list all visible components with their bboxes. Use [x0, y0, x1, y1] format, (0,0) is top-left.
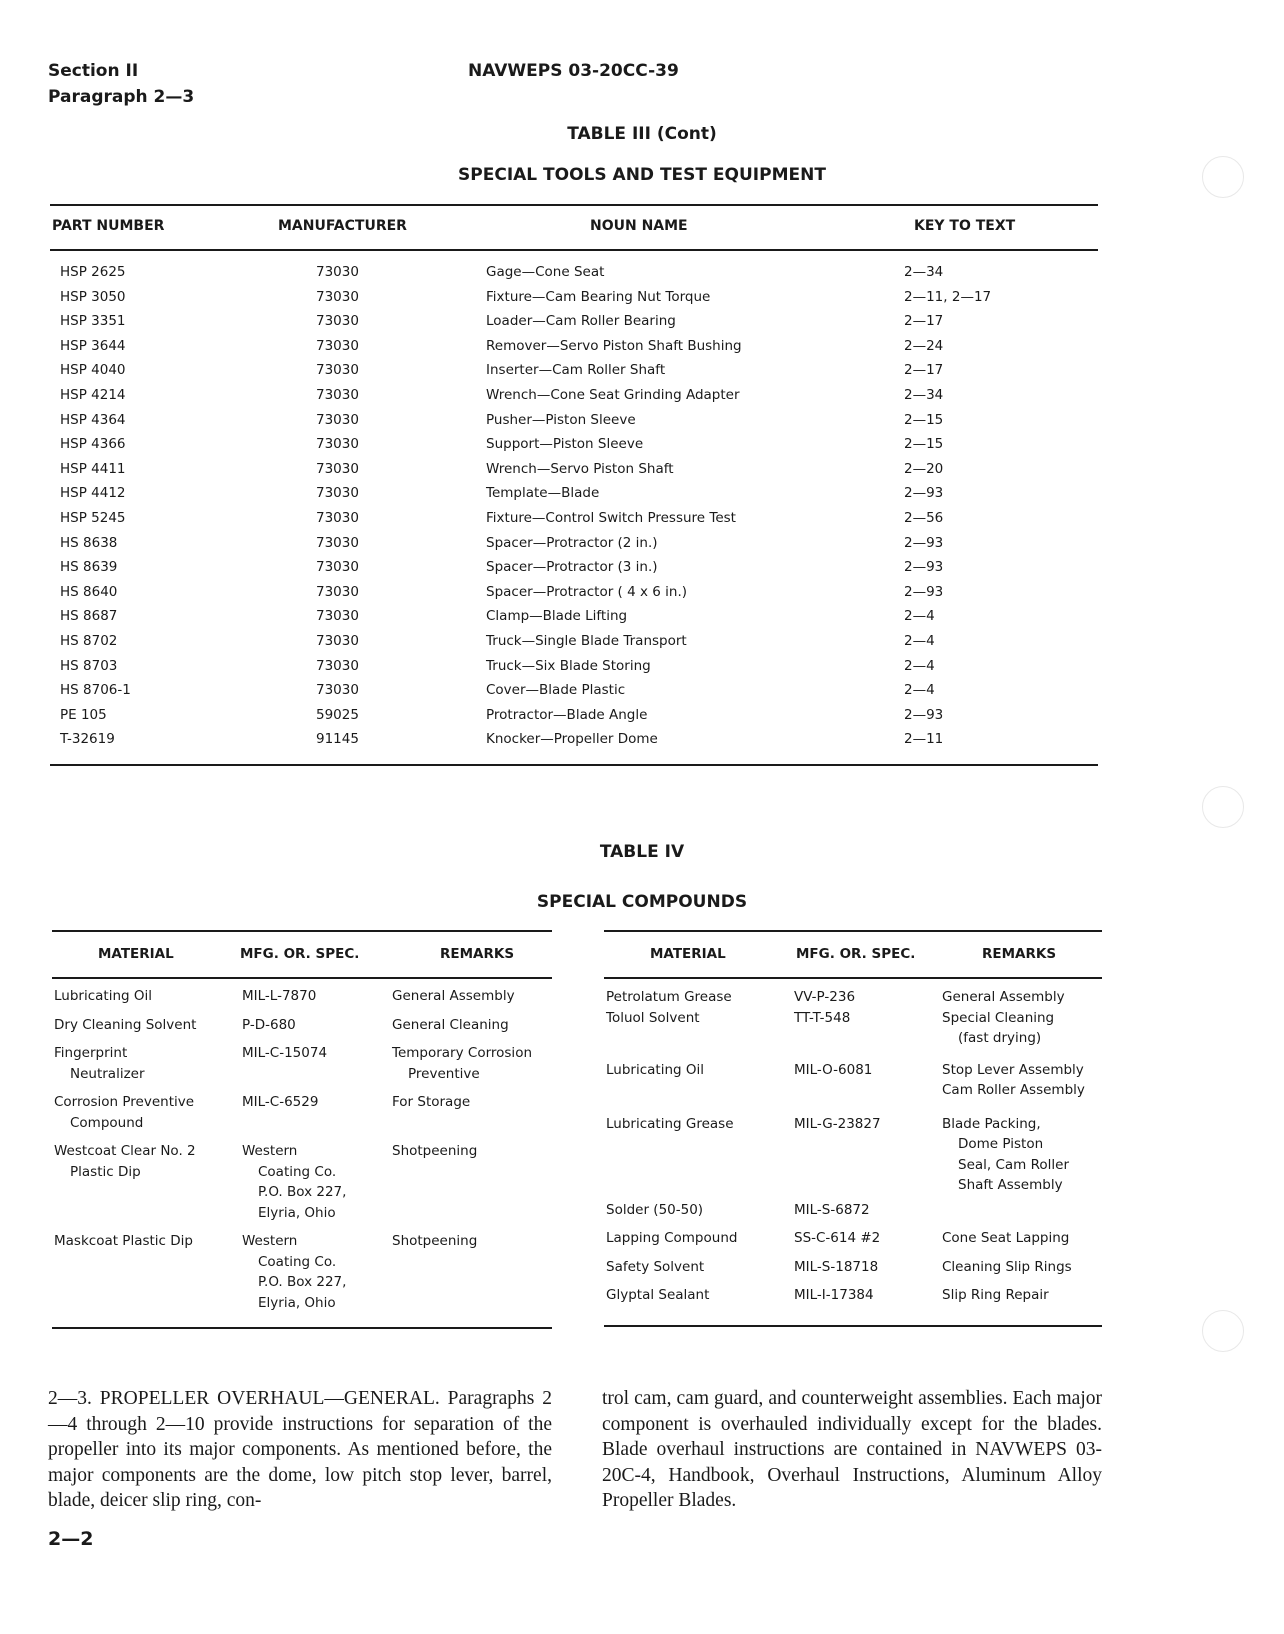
- part-number-cell: HS 8638: [60, 534, 118, 551]
- table4-row: [606, 1228, 1100, 1249]
- noun-name-cell: Spacer—Protractor (3 in.): [486, 559, 658, 576]
- paragraph-left-column: 2—3. PROPELLER OVERHAUL—GENERAL. Paragraphs 2—4 through 2—10 provide instructions for separation of the propeller into its major components. As mentioned before, the major components are the dome, low pitch stop lever, barrel, blade, deicer slip ring, con-: [48, 1388, 552, 1511]
- part-number-cell: HS 8640: [60, 583, 118, 600]
- document-id: NAVWEPS 03-20CC-39: [468, 61, 679, 81]
- material-cell: Fingerprint Neutralizer: [54, 1045, 145, 1082]
- part-number-cell: HSP 4412: [60, 485, 126, 502]
- noun-name-cell: Wrench—Cone Seat Grinding Adapter: [486, 386, 740, 403]
- table4-row: [606, 1008, 1100, 1049]
- key-to-text-cell: 2—93: [904, 559, 944, 576]
- noun-name-cell: Spacer—Protractor (2 in.): [486, 534, 658, 551]
- table4-left-bottom-rule: [52, 1327, 552, 1329]
- key-to-text-cell: 2—4: [904, 632, 935, 649]
- remarks-cell: Stop Lever Assembly Cam Roller Assembly: [942, 1061, 1085, 1098]
- manufacturer-cell: 73030: [316, 608, 359, 625]
- spec-cell: Western Coating Co. P.O. Box 227, Elyria, Ohio: [242, 1143, 347, 1221]
- material-cell: Toluol Solvent: [606, 1009, 700, 1026]
- table3-body: [52, 264, 1098, 756]
- manufacturer-cell: 73030: [316, 337, 359, 354]
- key-to-text-cell: 2—56: [904, 509, 944, 526]
- binder-hole-mark: [1202, 1310, 1244, 1352]
- table4-row: [606, 1114, 1100, 1196]
- key-to-text-cell: 2—93: [904, 485, 944, 502]
- table3-row: [52, 338, 1098, 363]
- table3-row: [52, 559, 1098, 584]
- manufacturer-cell: 73030: [316, 436, 359, 453]
- material-cell: Lubricating Oil: [606, 1061, 704, 1078]
- noun-name-cell: Clamp—Blade Lifting: [486, 608, 628, 625]
- table3-col-part-number: PART NUMBER: [52, 218, 165, 234]
- noun-name-cell: Fixture—Control Switch Pressure Test: [486, 509, 736, 526]
- material-cell: Glyptal Sealant: [606, 1287, 710, 1303]
- manufacturer-cell: 73030: [316, 362, 359, 379]
- table4-right-header-rule: [604, 977, 1102, 979]
- key-to-text-cell: 2—93: [904, 534, 944, 551]
- table4-right-col-spec: MFG. OR. SPEC.: [796, 946, 916, 962]
- paragraph-right-column: trol cam, cam guard, and counterweight assemblies. Each major component is overhauled individually except for the blades. Blade overhaul instructions are contained in NAVWEPS 03-20C-4, Handbook, Overhaul Instructions, Aluminum Alloy Propeller Blades.: [602, 1388, 1102, 1511]
- part-number-cell: HS 8702: [60, 632, 118, 649]
- noun-name-cell: Wrench—Servo Piston Shaft: [486, 460, 674, 477]
- remarks-cell: General Assembly: [392, 988, 515, 1004]
- part-number-cell: HS 8639: [60, 559, 118, 576]
- manufacturer-cell: 73030: [316, 583, 359, 600]
- part-number-cell: HSP 2625: [60, 264, 126, 280]
- remarks-cell: Shotpeening: [392, 1143, 478, 1159]
- part-number-cell: HS 8687: [60, 608, 118, 625]
- remarks-cell: For Storage: [392, 1094, 471, 1110]
- table3-row: [52, 658, 1098, 683]
- table3-row: [52, 461, 1098, 486]
- material-cell: Lubricating Oil: [54, 988, 152, 1004]
- table3-row: [52, 313, 1098, 338]
- key-to-text-cell: 2—4: [904, 657, 935, 674]
- material-cell: Lubricating Grease: [606, 1115, 734, 1132]
- spec-cell: MIL-S-6872: [794, 1201, 870, 1218]
- material-cell: Safety Solvent: [606, 1258, 705, 1275]
- table4-row: [54, 1141, 550, 1223]
- table3-row: [52, 633, 1098, 658]
- noun-name-cell: Gage—Cone Seat: [486, 264, 605, 280]
- spec-cell: MIL-L-7870: [242, 988, 317, 1004]
- table4-label: TABLE IV: [599, 842, 685, 862]
- key-to-text-cell: 2—4: [904, 608, 935, 625]
- key-to-text-cell: 2—34: [904, 264, 944, 280]
- noun-name-cell: Support—Piston Sleeve: [486, 436, 644, 453]
- part-number-cell: HSP 4411: [60, 460, 126, 477]
- remarks-cell: General Cleaning: [392, 1016, 509, 1033]
- part-number-cell: PE 105: [60, 706, 107, 723]
- spec-cell: TT-T-548: [794, 1009, 851, 1026]
- manufacturer-cell: 73030: [316, 485, 359, 502]
- part-number-cell: HS 8706-1: [60, 682, 131, 699]
- table4-title: SPECIAL COMPOUNDS: [536, 892, 748, 912]
- manufacturer-cell: 91145: [316, 731, 359, 748]
- noun-name-cell: Spacer—Protractor ( 4 x 6 in.): [486, 583, 688, 600]
- noun-name-cell: Cover—Blade Plastic: [486, 682, 626, 699]
- table3-row: [52, 485, 1098, 510]
- noun-name-cell: Pusher—Piston Sleeve: [486, 411, 636, 428]
- key-to-text-cell: 2—20: [904, 460, 944, 477]
- part-number-cell: HSP 3351: [60, 313, 126, 330]
- key-to-text-cell: 2—11, 2—17: [904, 288, 992, 305]
- spec-cell: SS-C-614 #2: [794, 1230, 881, 1246]
- table4-left-col-spec: MFG. OR. SPEC.: [240, 946, 360, 962]
- table4-left-top-rule: [52, 930, 552, 932]
- table4-row: [54, 1043, 550, 1084]
- part-number-cell: HS 8703: [60, 657, 118, 674]
- table4-right-top-rule: [604, 930, 1102, 932]
- manufacturer-cell: 73030: [316, 682, 359, 699]
- table3-col-key-to-text: KEY TO TEXT: [914, 218, 1016, 234]
- table3-bottom-rule: [50, 764, 1098, 766]
- manufacturer-cell: 73030: [316, 288, 359, 305]
- table4-row: [54, 1231, 550, 1313]
- binder-hole-mark: [1202, 786, 1244, 828]
- key-to-text-cell: 2—11: [904, 731, 944, 748]
- table3-row: [52, 608, 1098, 633]
- remarks-cell: Blade Packing, Dome Piston Seal, Cam Roller Shaft Assembly: [942, 1115, 1070, 1193]
- spec-cell: MIL-O-6081: [794, 1061, 873, 1078]
- table3-row: [52, 584, 1098, 609]
- part-number-cell: HSP 4040: [60, 362, 126, 379]
- table4-row: [606, 987, 1100, 1008]
- table3-row: [52, 264, 1098, 289]
- material-cell: Solder (50-50): [606, 1201, 704, 1218]
- table3-top-rule: [50, 204, 1098, 206]
- manufacturer-cell: 73030: [316, 657, 359, 674]
- part-number-cell: HSP 4364: [60, 411, 126, 428]
- table3-row: [52, 510, 1098, 535]
- key-to-text-cell: 2—15: [904, 436, 944, 453]
- table4-left-col-remarks: REMARKS: [440, 946, 515, 962]
- table4-right-col-remarks: REMARKS: [982, 946, 1057, 962]
- key-to-text-cell: 2—15: [904, 411, 944, 428]
- table3-row: [52, 535, 1098, 560]
- key-to-text-cell: 2—4: [904, 682, 935, 699]
- table4-row: [606, 1285, 1100, 1306]
- part-number-cell: HSP 3050: [60, 288, 126, 305]
- noun-name-cell: Template—Blade: [486, 485, 600, 502]
- table3-row: [52, 362, 1098, 387]
- table4-row: [606, 1257, 1100, 1278]
- spec-cell: Western Coating Co. P.O. Box 227, Elyria, Ohio: [242, 1233, 347, 1311]
- table4-right-bottom-rule: [604, 1325, 1102, 1327]
- noun-name-cell: Loader—Cam Roller Bearing: [486, 313, 676, 330]
- table3-title: SPECIAL TOOLS AND TEST EQUIPMENT: [458, 165, 826, 185]
- part-number-cell: HSP 3644: [60, 337, 126, 354]
- table3-header-rule: [50, 249, 1098, 251]
- key-to-text-cell: 2—34: [904, 386, 944, 403]
- manufacturer-cell: 73030: [316, 264, 359, 280]
- binder-hole-mark: [1202, 156, 1244, 198]
- table4-row: [54, 986, 550, 1007]
- section-label: Section II: [48, 61, 139, 81]
- part-number-cell: HSP 4366: [60, 436, 126, 453]
- key-to-text-cell: 2—93: [904, 583, 944, 600]
- manufacturer-cell: 73030: [316, 632, 359, 649]
- noun-name-cell: Truck—Six Blade Storing: [486, 657, 651, 674]
- manufacturer-cell: 73030: [316, 313, 359, 330]
- remarks-cell: Temporary Corrosion Preventive: [392, 1045, 533, 1082]
- table3-row: [52, 682, 1098, 707]
- noun-name-cell: Protractor—Blade Angle: [486, 706, 648, 723]
- table3-row: [52, 436, 1098, 461]
- remarks-cell: General Assembly: [942, 989, 1065, 1005]
- part-number-cell: HSP 5245: [60, 509, 126, 526]
- spec-cell: VV-P-236: [794, 989, 856, 1005]
- table4-row: [606, 1060, 1100, 1101]
- table4-row: [606, 1200, 1100, 1221]
- table3-row: [52, 387, 1098, 412]
- material-cell: Lapping Compound: [606, 1230, 738, 1246]
- paragraph-label: Paragraph 2—3: [48, 87, 195, 107]
- material-cell: Maskcoat Plastic Dip: [54, 1233, 193, 1249]
- material-cell: Petrolatum Grease: [606, 989, 732, 1005]
- table4-row: [54, 1015, 550, 1036]
- table4-left-body: [54, 986, 550, 1313]
- spec-cell: MIL-I-17384: [794, 1287, 874, 1303]
- table3-row: [52, 289, 1098, 314]
- remarks-cell: Shotpeening: [392, 1233, 478, 1249]
- key-to-text-cell: 2—17: [904, 313, 944, 330]
- table3-label: TABLE III (Cont): [567, 124, 717, 144]
- key-to-text-cell: 2—93: [904, 706, 944, 723]
- spec-cell: MIL-C-15074: [242, 1045, 328, 1061]
- spec-cell: MIL-C-6529: [242, 1094, 319, 1110]
- spec-cell: MIL-G-23827: [794, 1115, 881, 1132]
- table3-row: [52, 707, 1098, 732]
- table4-right-col-material: MATERIAL: [650, 946, 726, 962]
- table3-col-noun-name: NOUN NAME: [590, 218, 688, 234]
- material-cell: Corrosion Preventive Compound: [54, 1094, 195, 1131]
- page-number: 2—2: [48, 1528, 94, 1550]
- noun-name-cell: Inserter—Cam Roller Shaft: [486, 362, 666, 379]
- manufacturer-cell: 73030: [316, 411, 359, 428]
- remarks-cell: Slip Ring Repair: [942, 1287, 1049, 1303]
- material-cell: Dry Cleaning Solvent: [54, 1016, 197, 1033]
- key-to-text-cell: 2—24: [904, 337, 944, 354]
- manufacturer-cell: 73030: [316, 460, 359, 477]
- remarks-cell: Special Cleaning (fast drying): [942, 1009, 1055, 1046]
- manufacturer-cell: 73030: [316, 534, 359, 551]
- spec-cell: MIL-S-18718: [794, 1258, 879, 1275]
- noun-name-cell: Knocker—Propeller Dome: [486, 731, 658, 748]
- table4-left-col-material: MATERIAL: [98, 946, 174, 962]
- part-number-cell: T-32619: [60, 731, 115, 748]
- table3-col-manufacturer: MANUFACTURER: [278, 218, 407, 234]
- noun-name-cell: Remover—Servo Piston Shaft Bushing: [486, 337, 742, 354]
- manufacturer-cell: 73030: [316, 386, 359, 403]
- table3-header-row: [52, 218, 1098, 238]
- manufacturer-cell: 73030: [316, 559, 359, 576]
- table4-left-header-rule: [52, 977, 552, 979]
- manufacturer-cell: 73030: [316, 509, 359, 526]
- key-to-text-cell: 2—17: [904, 362, 944, 379]
- table3-row: [52, 412, 1098, 437]
- table4-right-body: [606, 987, 1100, 1306]
- spec-cell: P-D-680: [242, 1016, 296, 1033]
- noun-name-cell: Truck—Single Blade Transport: [486, 632, 687, 649]
- material-cell: Westcoat Clear No. 2 Plastic Dip: [54, 1143, 196, 1180]
- noun-name-cell: Fixture—Cam Bearing Nut Torque: [486, 288, 711, 305]
- remarks-cell: Cleaning Slip Rings: [942, 1258, 1072, 1275]
- manufacturer-cell: 59025: [316, 706, 359, 723]
- table4-row: [54, 1092, 550, 1133]
- part-number-cell: HSP 4214: [60, 386, 126, 403]
- remarks-cell: Cone Seat Lapping: [942, 1230, 1070, 1246]
- table3-row: [52, 731, 1098, 756]
